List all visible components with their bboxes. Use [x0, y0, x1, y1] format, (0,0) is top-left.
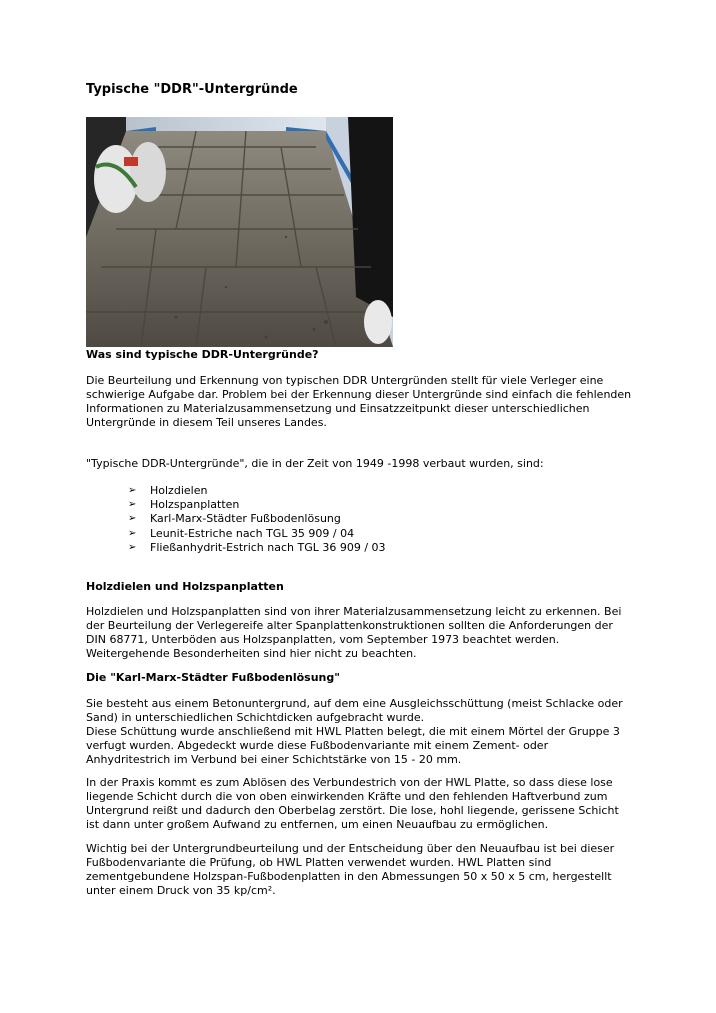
kms-paragraph-1: Sie besteht aus einem Betonuntergrund, auf dem eine Ausgleichsschüttung (meist Schlacke oder Sand) in unterschiedlichen Schichtdicken aufgebracht wurde.	[86, 697, 623, 724]
arrow-bullet-icon: ➢	[128, 499, 137, 511]
arrow-bullet-icon: ➢	[128, 527, 137, 539]
floor-photo	[86, 117, 393, 347]
heading-karl-marx: Die "Karl-Marx-Städter Fußbodenlösung"	[86, 671, 340, 684]
list-item: ➢ Leunit-Estriche nach TGL 35 909 / 04	[128, 526, 355, 540]
page-title: Typische "DDR"-Untergründe	[86, 82, 298, 97]
kms-paragraph-4: Wichtig bei der Untergrundbeurteilung und der Entscheidung über den Neuaufbau ist bei dieser Fußbodenvariante die Prüfung, ob HWL Platten verwendet wurden. HWL Platten sind zementgebundene Holzspan-Fußbodenplatten in den Abmessungen 50 x 50 x 5 cm, hergestellt unter einem Druck von 35 kp/cm².	[86, 842, 615, 897]
list-item: ➢ Fließanhydrit-Estrich nach TGL 36 909 / 03	[128, 540, 386, 554]
list-item: ➢ Holzspanplatten	[128, 498, 240, 512]
arrow-bullet-icon: ➢	[128, 513, 137, 525]
kms-paragraph-3: In der Praxis kommt es zum Ablösen des Verbundestrich von der HWL Platte, so dass diese lose liegende Schicht durch die von oben einwirkenden Kräfte und den fehlenden Haftverbund zum Untergrund reißt und dadurch den Oberbelag zerstört. Die lose, hohl liegende, gerissene Schicht ist dann unter großem Aufwand zu entfernen, um einen Neuaufbau zu ermöglichen.	[86, 776, 619, 831]
arrow-bullet-icon: ➢	[128, 485, 137, 496]
holz-paragraph: Holzdielen und Holzspanplatten sind von ihrer Materialzusammensetzung leicht zu erkennen. Bei der Beurteilung der Verlegereife alter Spanplattenkonstruktionen sollten die Anforderungen der DIN 68771, Unterböden aus Holzspanplatten, vom September 1973 beachtet werden. Weitergehende Besonderheiten sind hier nicht zu beachten.	[86, 605, 622, 660]
intro-paragraph: Die Beurteilung und Erkennung von typischen DDR Untergründen stellt für viele Verleger eine schwierige Aufgabe dar. Problem bei der Erkennung dieser Untergründe sind einfach die fehlenden Informationen zu Materialzusammensetzung und Einsatzzeitpunkt dieser unterschiedlichen Untergründe in diesem Teil unseres Landes.	[86, 374, 632, 429]
arrow-bullet-icon: ➢	[128, 541, 137, 553]
intro-list-lead: "Typische DDR-Untergründe", die in der Zeit von 1949 -1998 verbaut wurden, sind:	[86, 457, 544, 470]
list-item: ➢ Holzdielen	[128, 484, 208, 497]
heading-was-sind: Was sind typische DDR-Untergründe?	[86, 348, 319, 361]
floor-type-list	[128, 484, 386, 555]
list-item: ➢ Karl-Marx-Städter Fußbodenlösung	[128, 512, 341, 526]
heading-holz: Holzdielen und Holzspanplatten	[86, 580, 284, 593]
kms-paragraph-2: Diese Schüttung wurde anschließend mit HWL Platten belegt, die mit einem Mörtel der Gruppe 3 verfugt wurden. Abgedeckt wurde diese Fußbodenvariante mit einem Zement- oder Anhydritestrich im Verbund bei einer Schichtstärke von 15 - 20 mm.	[86, 725, 620, 766]
